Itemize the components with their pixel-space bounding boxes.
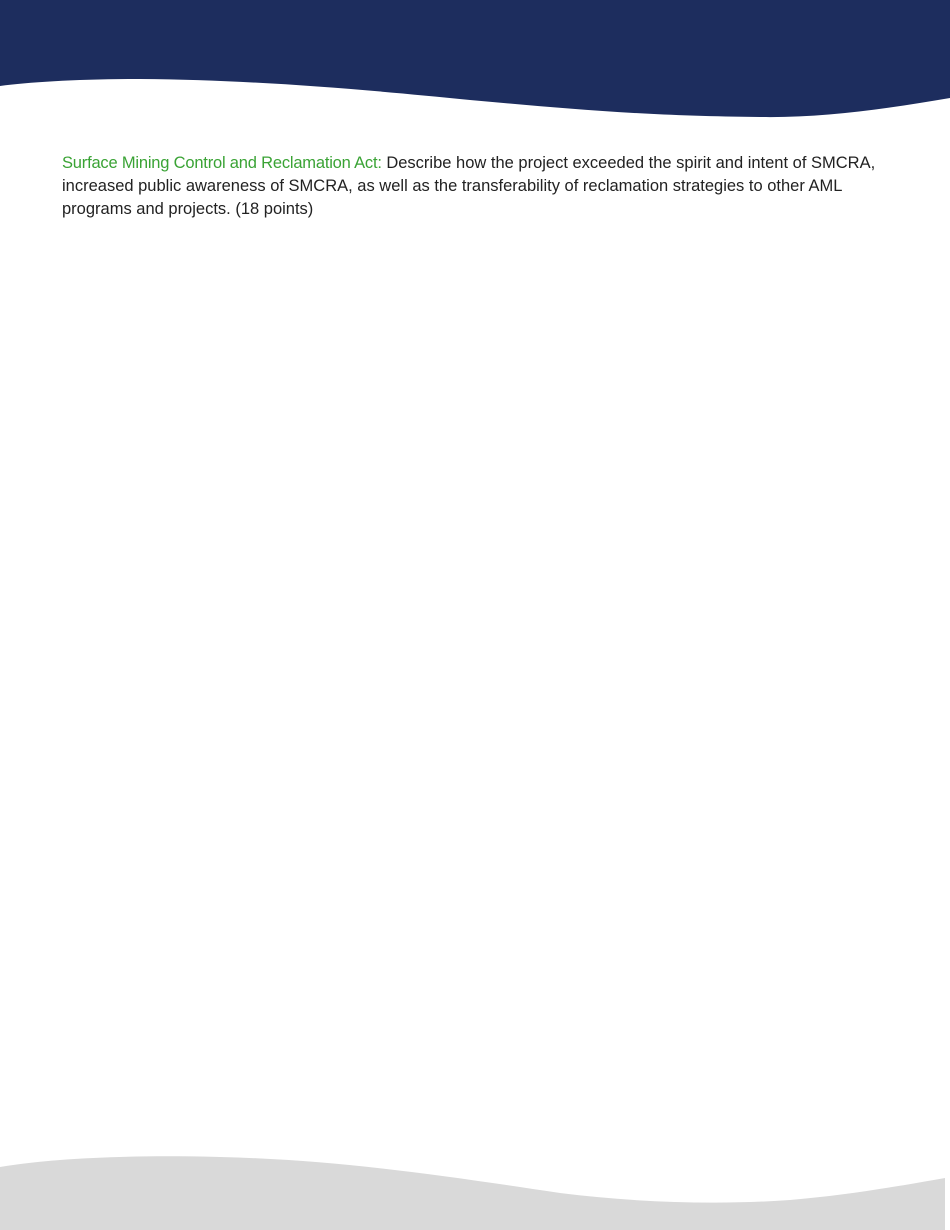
question-prompt: [62, 152, 892, 221]
section-label: Surface Mining Control and Reclamation Act:: [62, 154, 382, 172]
footer-wave-shape: [0, 1156, 945, 1230]
footer-wave-banner: [0, 1145, 950, 1230]
header-wave-banner: [0, 0, 950, 125]
header-wave-shape: [0, 0, 950, 117]
section-description: Describe how the project exceeded the spirit and intent of SMCRA, increased public awareness of SMCRA, as well as the transferability of reclamation strategies to other AML programs and projects. (18 points): [62, 154, 876, 218]
